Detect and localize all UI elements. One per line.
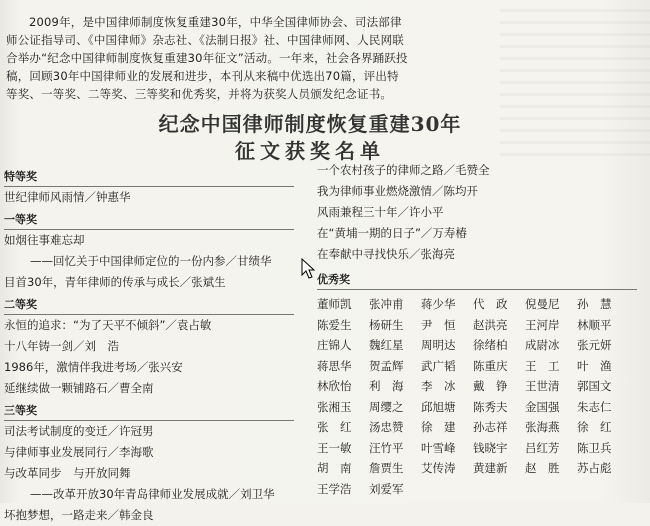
winner-name: 林顺平 (577, 317, 612, 332)
winner-name: 倪曼尼 (525, 297, 560, 311)
winner-name: 尹 恒 (421, 317, 456, 332)
entry: 风雨兼程三十年／许小平 (317, 205, 444, 219)
winner-name: 陈秀夫 (473, 399, 508, 414)
entry: 十八年铸一剑／刘 浩 (4, 339, 119, 353)
winner-name: 苏占彪 (577, 461, 612, 475)
winner-name: 董师凯 (317, 297, 352, 311)
winner-name: 蒋少华 (421, 297, 456, 311)
title-line-2: 征文获奖名单 (235, 139, 385, 163)
right-column (317, 160, 637, 499)
entry: 如烟往事难忘却 (4, 233, 85, 247)
entry: 司法考试制度的变迁／许冠男 (4, 424, 154, 438)
entry: 1986年，激情伴我进考场／张兴安 (4, 360, 183, 374)
entry: 与律师事业发展同行／李海歌 (4, 445, 154, 459)
entry: 世纪律师风雨情／钟惠华 (4, 190, 131, 204)
winner-name: 孙志祥 (473, 420, 508, 434)
section-heading-third: 三等奖 (4, 402, 294, 421)
winner-name: 金国强 (525, 399, 560, 414)
section-heading-second: 二等奖 (4, 296, 294, 315)
winner-name: 吕红芳 (525, 440, 560, 455)
winner-name: 邱旭塘 (421, 399, 456, 414)
winner-name: 王 工 (525, 358, 560, 373)
winner-name: 杨研生 (369, 317, 404, 332)
winner-name: 利 海 (369, 379, 404, 393)
winner-name: 徐绪柏 (473, 338, 508, 352)
winner-name: 王学浩 (317, 481, 352, 496)
winner-name: 叶雪峰 (421, 440, 456, 455)
entry: 坏抱梦想，一路走来／韩金良 (4, 508, 154, 522)
mouse-cursor-icon (301, 258, 315, 280)
winner-name: 武广韬 (421, 358, 456, 373)
winner-name: 林欣怡 (317, 379, 352, 393)
section-heading-special: 特等奖 (4, 168, 294, 187)
entry: 目首30年，青年律师的传承与成长／张斌生 (4, 275, 226, 289)
winner-name: 戴 铮 (473, 379, 508, 393)
entry: 与改革同步 与开放同舞 (4, 466, 131, 480)
entry-subtitle: ——改革开放30年青岛律师业发展成就／刘卫华 (30, 487, 275, 501)
winner-name: 张海燕 (525, 420, 560, 434)
winner-name: 李 冰 (421, 379, 456, 393)
winner-name: 郭国文 (577, 379, 612, 393)
bleed-through-text (500, 0, 650, 160)
entry: 永恒的追求：“为了天平不倾斜”／袁占敏 (4, 318, 212, 332)
left-column (4, 168, 294, 526)
winner-name: 王河岸 (525, 317, 560, 332)
entry: 在“黄埔一期的日子”／万寿椿 (317, 226, 467, 240)
intro-text: 2009年，是中国律师制度恢复重建30年，中华全国律师协会、司法部律师公证指导司、《中国律师》杂志社、《法制日报》社、中国律师网、人民网联合举办“纪念中国律师制度恢复重建30年征文”活动。一年来，社会各界踊跃投稿，回顾30年中国律师业的发展和进步，本刊从来稿中优选出70篇，评出特等奖、一等奖、二等奖、三等奖和优秀奖，并将为获奖人员颁发纪念证书。 (6, 15, 408, 101)
winner-name: 胡 南 (317, 461, 352, 475)
winner-name: 陈爱生 (317, 317, 352, 332)
entry: 延继续做一颗铺路石／曹全南 (4, 381, 154, 395)
winner-name: 艾传涛 (421, 461, 456, 475)
entry: 一个农村孩子的律师之路／毛赞全 (317, 163, 490, 177)
section-heading-excellent: 优秀奖 (317, 271, 637, 290)
winner-name: 王一敏 (317, 440, 352, 455)
winner-name: 刘爱军 (369, 481, 404, 496)
winner-name: 黄建新 (473, 461, 508, 475)
excellent-names-grid (317, 294, 637, 499)
winner-name: 汤忠赞 (369, 420, 404, 434)
winner-name: 叶 渔 (577, 358, 612, 373)
winner-name: 周缨之 (369, 399, 404, 414)
intro-paragraph (6, 13, 410, 103)
winner-name: 庄锦人 (317, 338, 352, 352)
winner-name: 徐 建 (421, 420, 456, 434)
winner-name: 徐 红 (577, 420, 612, 434)
winner-name: 张 红 (317, 420, 352, 434)
winner-name: 张湘玉 (317, 399, 352, 414)
winner-name: 张元妍 (577, 338, 612, 352)
title-line-1: 纪念中国律师制度恢复重建30年 (158, 112, 462, 136)
winner-name: 王世清 (525, 379, 560, 393)
winner-name: 赵洪亮 (473, 317, 508, 332)
winner-name: 贺孟辉 (369, 358, 404, 373)
winner-name: 蒋思华 (317, 358, 352, 373)
winner-name: 孙 慧 (577, 297, 612, 311)
winner-name: 张冲甫 (369, 297, 404, 311)
winner-name: 汪竹平 (369, 440, 404, 455)
winner-name: 魏红星 (369, 338, 404, 352)
entry: 我为律师事业燃烧激情／陈均开 (317, 184, 478, 198)
winner-name: 成尉冰 (525, 338, 560, 352)
winner-name: 钱晓宇 (473, 440, 508, 455)
winner-name: 代 政 (473, 297, 508, 311)
winner-name: 朱志仁 (577, 399, 612, 414)
winner-name: 周明达 (421, 338, 456, 352)
winner-name: 詹贾生 (369, 461, 404, 475)
entry: 在奉献中寻找快乐／张海亮 (317, 247, 455, 261)
section-heading-first: 一等奖 (4, 211, 294, 230)
winner-name: 陈重庆 (473, 358, 508, 373)
winner-name: 陈卫兵 (577, 440, 612, 455)
winner-name: 赵 胜 (525, 461, 560, 475)
entry-subtitle: ——回忆关于中国律师定位的一份内参／甘绩华 (30, 254, 272, 268)
